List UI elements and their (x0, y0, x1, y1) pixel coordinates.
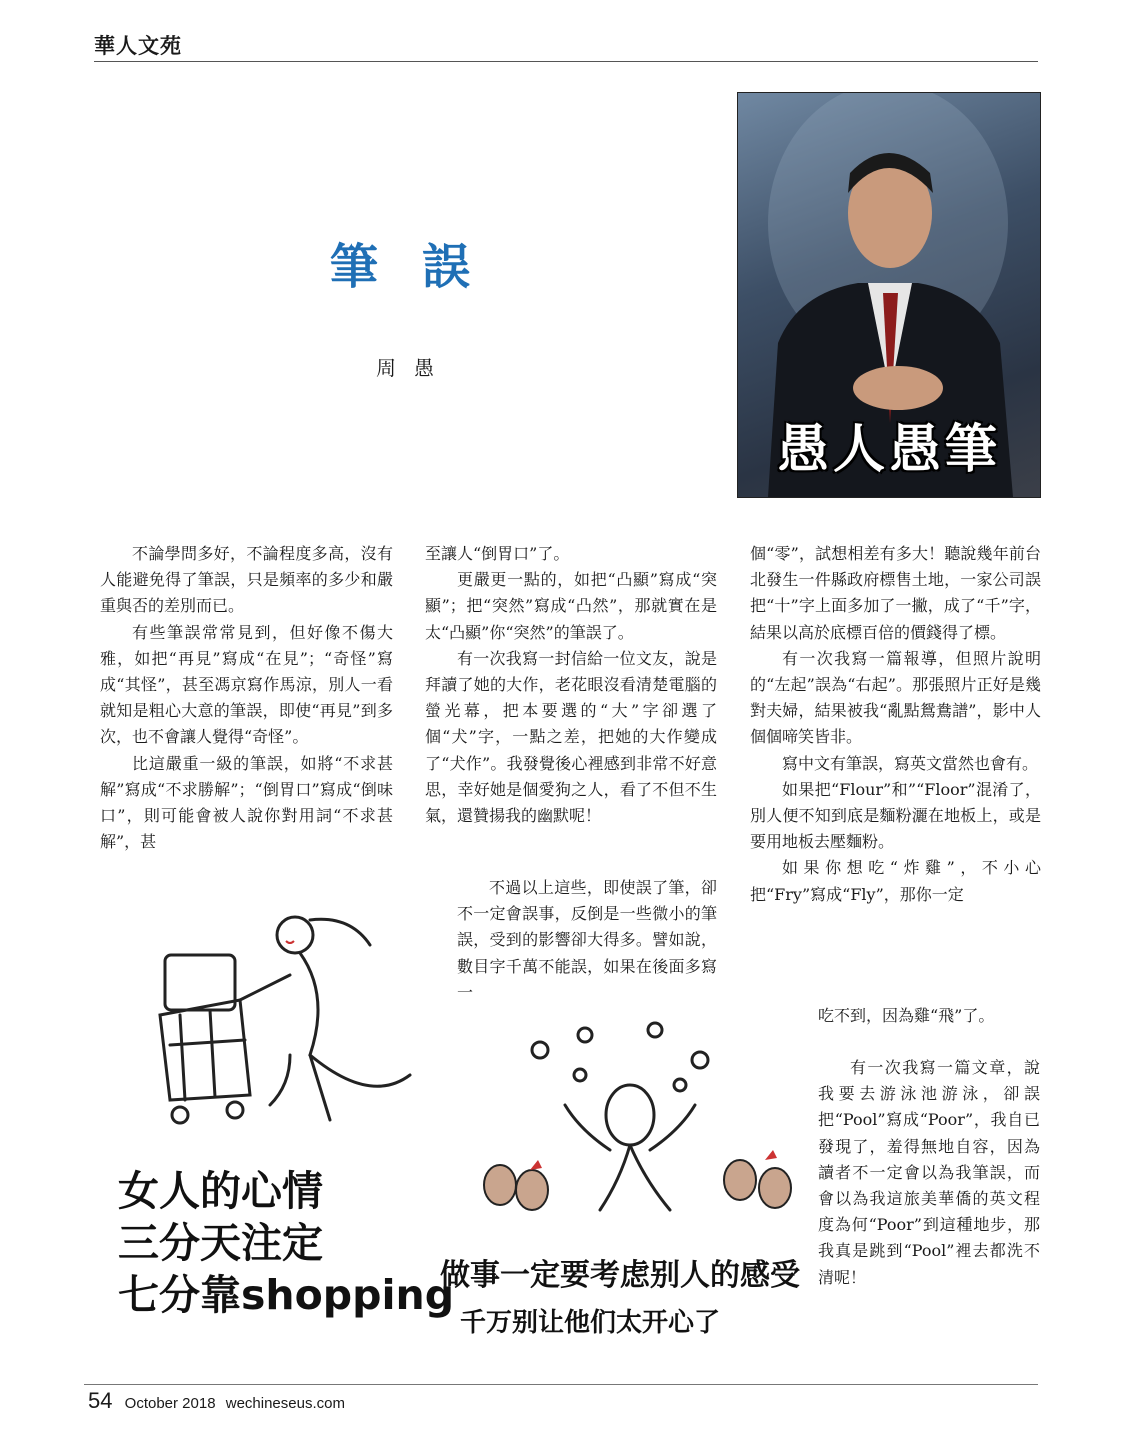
paragraph: 寫中文有筆誤，寫英文當然也會有。 (782, 753, 1039, 773)
paragraph: 有些筆誤常常見到，但好像不傷大雅，如把“再見”寫成“在見”；“奇怪”寫成“其怪”，甚至馮京寫作馬涼，別人一看就知是粗心大意的筆誤，即使“再見”到多次，也不會讓人覺得“奇怪”。 (100, 622, 393, 747)
paragraph: 如果你想吃“炸雞”，不小心把“Fry”寫成“Fly”，那你一定 (750, 858, 1041, 904)
paragraph: 有一次我寫一封信給一位文友，說是拜讀了她的大作，老花眼沒看清楚電腦的螢光幕，把本要選的“大”字卻選了個“犬”字，一點之差，把她的大作變成了“犬作”。我發覺後心裡感到非常不好意思，幸好她是個愛狗之人，看了不但不生氣，還贊揚我的幽默呢！ (425, 648, 717, 826)
paragraph: 吃不到，因為雞“飛”了。 (818, 1006, 995, 1025)
section-title: 華人文苑 (94, 33, 182, 58)
page-number: 54 (88, 1388, 113, 1413)
paragraph: 不論學問多好，不論程度多高，沒有人能避免得了筆誤，只是頻率的多少和嚴重與否的差別而已。 (100, 544, 393, 616)
paragraph: 更嚴更一點的，如把“凸顯”寫成“突顯”；把“突然”寫成“凸然”，那就實在是太“凸顯”你“突然”的筆誤了。 (425, 570, 717, 642)
paragraph: 有一次我寫一篇文章，說我要去游泳池游泳，卻誤把“Pool”寫成“Poor”，我自已發現了，羞得無地自容，因為讀者不一定會以為我筆誤，而會以為我這旅美華僑的英文程度為何“Poor”到這種地步，那我真是跳到“Pool”裡去都洗不清呢！ (818, 1058, 1040, 1287)
footer-divider (84, 1384, 1038, 1385)
paragraph: 有一次我寫一篇報導，但照片說明的“左起”誤為“右起”。那張照片正好是幾對夫婦，結果被我“亂點鴛鴦譜”，影中人個個啼笑皆非。 (750, 648, 1041, 747)
page-footer (88, 1388, 351, 1414)
shopping-woman-illustration (140, 905, 430, 1135)
caption-line: 三分天注定 (118, 1219, 323, 1267)
left-illustration-caption (118, 1165, 454, 1321)
right-illustration-caption-2: 千万别让他们太开心了 (460, 1308, 721, 1338)
website-link[interactable]: wechineseus.com (225, 1395, 345, 1412)
right-illustration-caption-1: 做事一定要考虑别人的感受 (440, 1258, 800, 1293)
text-column-3-continued (818, 1003, 1040, 1029)
caption-line: 女人的心情 (118, 1167, 323, 1215)
author-photo (737, 92, 1041, 498)
text-column-2-continued (457, 875, 717, 1006)
paragraph: 比這嚴重一級的筆誤，如將“不求甚解”寫成“不求勝解”；“倒胃口”寫成“倒味口”，則可能會被人說你對用詞“不求甚解”，甚 (100, 753, 393, 852)
article-author: 周愚 (376, 356, 452, 380)
text-column-3 (750, 541, 1041, 908)
juggling-man-illustration (470, 1020, 800, 1220)
photo-caption: 愚人愚筆 (776, 420, 1001, 480)
article-title: 筆誤 (330, 239, 515, 295)
text-column-2 (425, 541, 717, 829)
paragraph: 不過以上這些，即使誤了筆，卻不一定會誤事，反倒是一些微小的筆誤，受到的影響卻大得多。譬如說，數目字千萬不能誤，如果在後面多寫一 (457, 878, 717, 1002)
paragraph: 至讓人“倒胃口”了。 (425, 544, 570, 563)
paragraph: 如果把“Flour”和”“Floor”混淆了，別人便不知到底是麵粉灑在地板上，或是要用地板去壓麵粉。 (750, 779, 1041, 852)
paragraph: 個“零”，試想相差有多大！聽說幾年前台北發生一件縣政府標售土地，一家公司誤把“十”字上面多加了一撇，成了“千”字，結果以高於底標百倍的價錢得了標。 (750, 544, 1041, 642)
header-divider (94, 61, 1038, 62)
text-column-3-final (818, 1055, 1040, 1291)
issue-date: October 2018 (124, 1395, 216, 1412)
text-column-1 (100, 541, 393, 855)
caption-line: 七分靠shopping (118, 1271, 455, 1319)
